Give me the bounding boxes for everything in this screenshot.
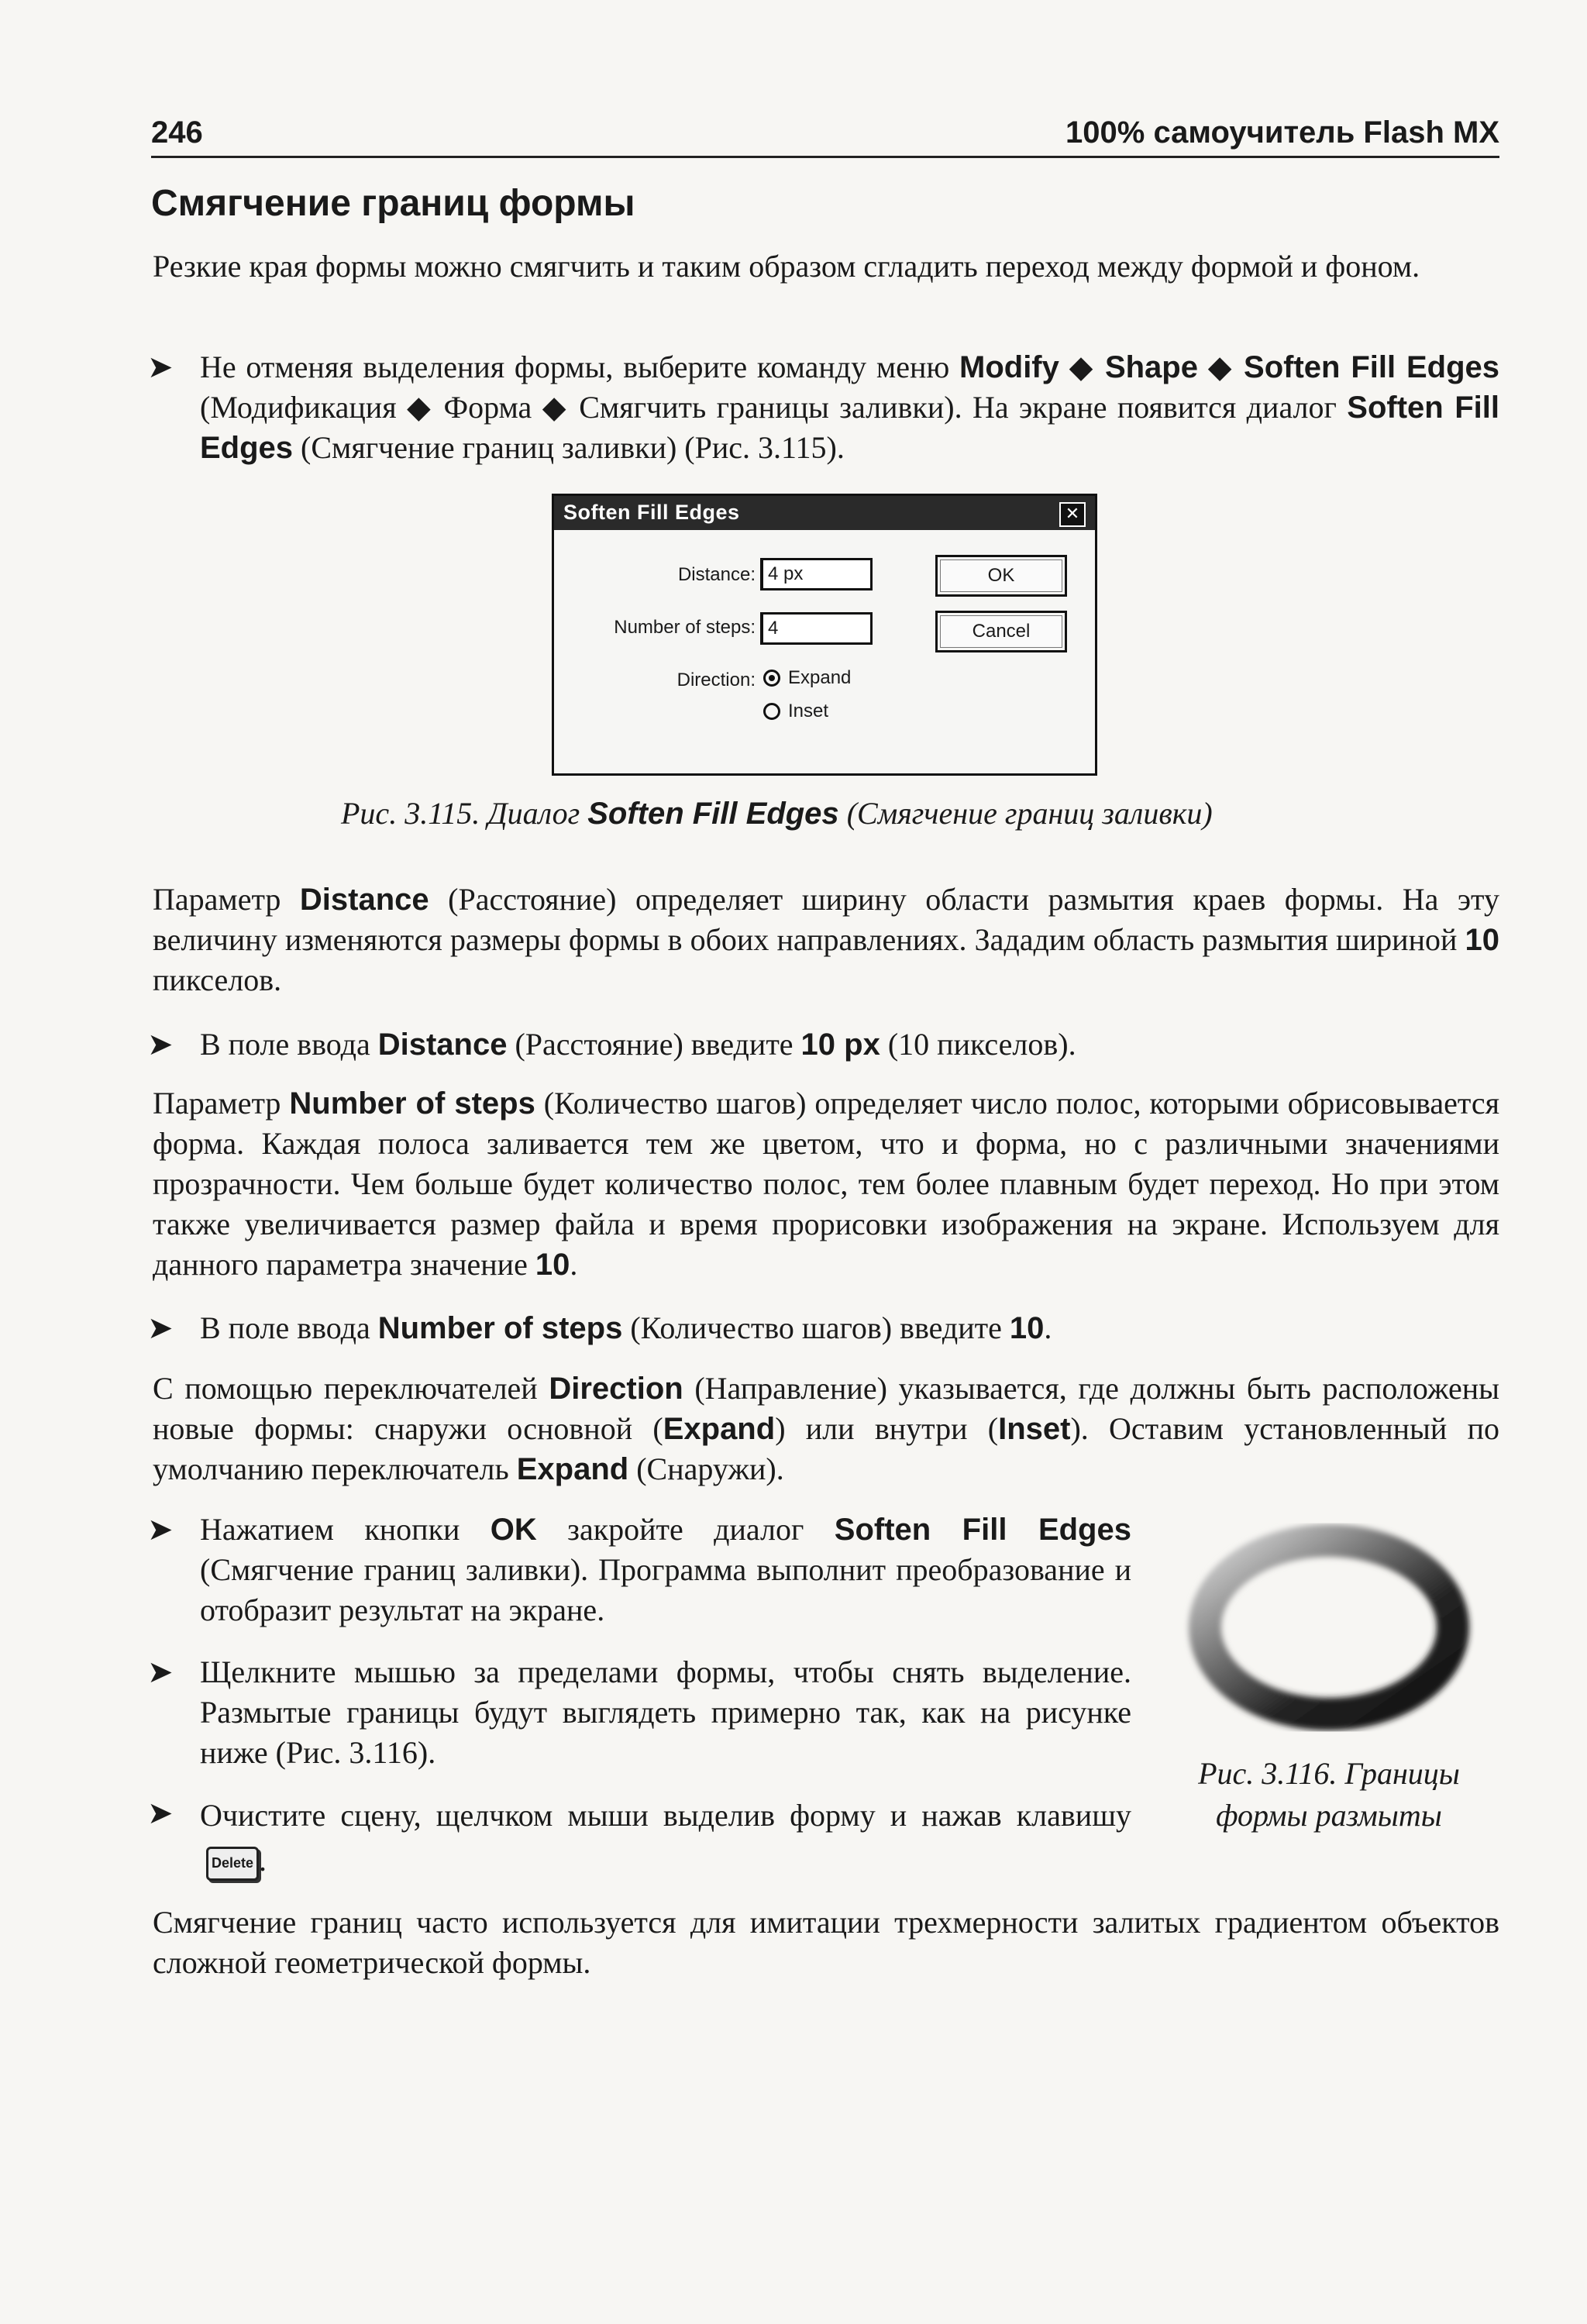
- steps-paragraph: Параметр Number of steps (Количество шагов) определяет число полос, которыми обрисовывается форма. Каждая полоса заливается тем же цветом, что и форма, но с различными значениями прозрачности. Чем больше будет количество полос, тем более плавным будет переход. Но при этом также увеличивается размер файла и время прорисовки изображения на экране. Используем для данного параметра значение 10.: [153, 1086, 1499, 1282]
- section-title: Смягчение границ формы: [151, 183, 635, 224]
- delete-key-icon: Delete: [206, 1847, 259, 1881]
- step-ok: Нажатием кнопки OK закройте диалог Soften Fill Edges (Смягчение границ заливки). Программа выполнит преобразование и отобразит результат на экране.: [200, 1512, 1131, 1627]
- steps-input[interactable]: 4: [760, 612, 873, 645]
- close-icon[interactable]: ✕: [1059, 502, 1086, 527]
- step-open-dialog: Не отменяя выделения формы, выберите команду меню Modify ◆ Shape ◆ Soften Fill Edges (Модификация ◆ Форма ◆ Смягчить границы заливки). На экране появится диалог Soften Fill Edges (Смягчение границ заливки) (Рис. 3.115).: [200, 349, 1500, 465]
- distance-paragraph: Параметр Distance (Расстояние) определяет ширину области размытия краев формы. На эту величину изменяются размеры формы в обоих направлениях. Зададим область размытия шириной 10 пикселов.: [153, 882, 1499, 997]
- intro-paragraph: Резкие края формы можно смягчить и таким образом сгладить переход между формой и фоном.: [153, 249, 1420, 284]
- cancel-button[interactable]: Cancel: [935, 611, 1067, 652]
- radio-empty-icon: [763, 703, 780, 720]
- figure-caption-2: Рис. 3.116. Границы формы размыты: [1198, 1756, 1460, 1833]
- distance-input[interactable]: 4 px: [760, 558, 873, 590]
- step-distance: В поле ввода Distance (Расстояние) введите 10 px (10 пикселов).: [200, 1027, 1076, 1062]
- bullet-icon: ➤: [147, 1310, 174, 1345]
- blurred-ring-figure: [1178, 1515, 1480, 1740]
- bullet-icon: ➤: [147, 1027, 174, 1062]
- page-header: [151, 112, 1499, 158]
- direction-paragraph: С помощью переключателей Direction (Направление) указывается, где должны быть расположены новые формы: снаружи основной (Expand) или внутри (Inset). Оставим установленный по умолчанию переключатель Expand (Снаружи).: [153, 1371, 1500, 1486]
- step-steps: В поле ввода Number of steps (Количество шагов) введите 10.: [200, 1310, 1052, 1345]
- step-clear: Очистите сцену, щелчком мыши выделив форму и нажав клавишу Delete .: [200, 1793, 1131, 1883]
- closing-paragraph: Смягчение границ часто используется для имитации трехмерности залитых градиентом объектов сложной геометрической формы.: [153, 1905, 1499, 1980]
- dialog-title: Soften Fill Edges: [563, 501, 740, 524]
- page-number: 246: [151, 115, 203, 150]
- book-title: 100% самоучитель Flash MX: [1065, 115, 1499, 150]
- soften-fill-edges-dialog: [552, 494, 1097, 776]
- bullet-icon: ➤: [147, 1654, 174, 1689]
- radio-expand[interactable]: Expand: [763, 667, 851, 689]
- direction-label: Direction:: [676, 670, 756, 690]
- dialog-title-bar: [554, 496, 1095, 530]
- distance-label: Distance:: [677, 564, 756, 585]
- ring-shape: [1205, 1541, 1453, 1714]
- radio-inset[interactable]: Inset: [763, 701, 828, 722]
- bullet-icon: ➤: [147, 1796, 174, 1830]
- bullet-icon: ➤: [147, 349, 174, 384]
- figure-caption-1: Рис. 3.115. Диалог Soften Fill Edges (Смягчение границ заливки): [341, 796, 1213, 831]
- step-deselect: Щелкните мышью за пределами формы, чтобы снять выделение. Размытые границы будут выглядеть примерно так, как на рисунке ниже (Рис. 3.116).: [200, 1654, 1131, 1770]
- steps-label: Number of steps:: [614, 617, 756, 638]
- radio-selected-icon: [763, 670, 780, 687]
- ok-button[interactable]: OK: [935, 555, 1067, 597]
- bullet-icon: ➤: [147, 1512, 174, 1547]
